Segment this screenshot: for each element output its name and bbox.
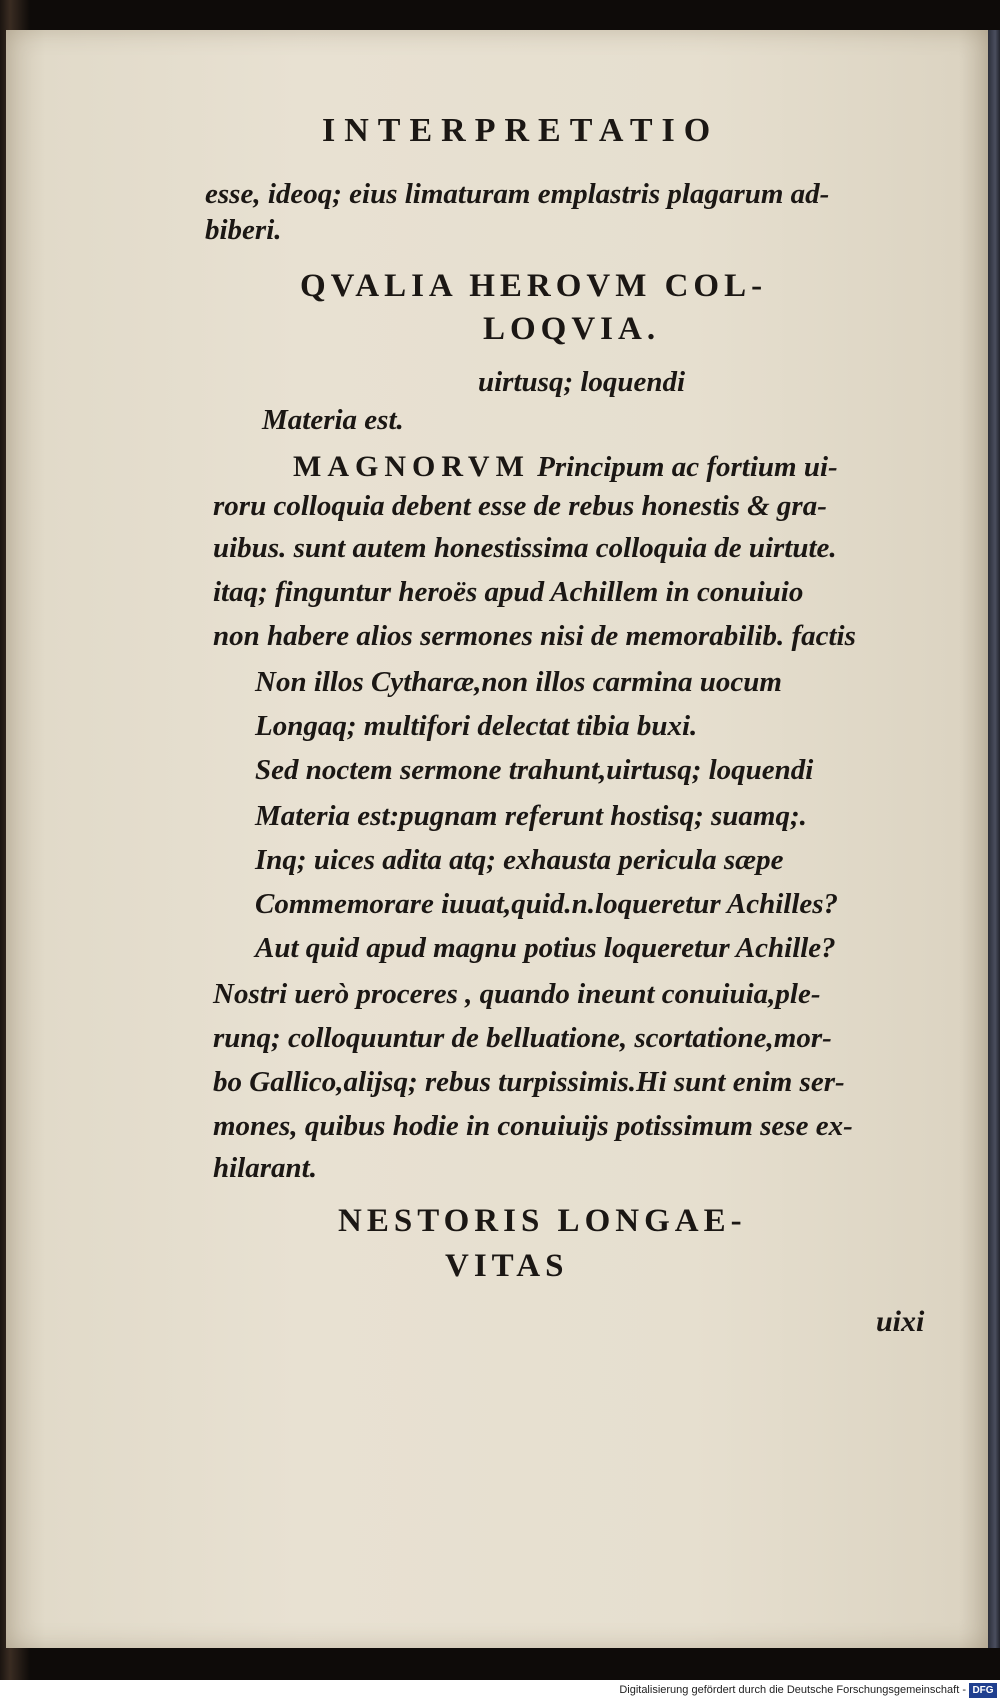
verse-line: Aut quid apud magnu potius loqueretur Achille? (255, 932, 836, 964)
verse-line: Commemorare iuuat,quid.n.loqueretur Achilles? (255, 888, 839, 920)
text-line: roru colloquia debent esse de rebus honestis & gra- (213, 490, 827, 522)
section-heading-continued: VITAS (445, 1248, 569, 1284)
text-line: mones, quibus hodie in conuiuijs potissimum sese ex- (213, 1110, 853, 1142)
text-line: runq; colloquuntur de belluatione, scortatione,mor- (213, 1022, 832, 1054)
verse-line: Longaq; multifori delectat tibia buxi. (255, 710, 698, 742)
text-line: MAGNORVM Principum ac fortium ui- (293, 450, 838, 483)
text-line: non habere alios sermones nisi de memorabilib. factis (213, 620, 856, 652)
text-line: esse, ideoq; eius limaturam emplastris plagarum ad- (205, 178, 830, 210)
section-heading: NESTORIS LONGAE- (338, 1203, 747, 1239)
verse-line: Sed noctem sermone trahunt,uirtusq; loquendi (255, 754, 814, 786)
footer-credit: Digitalisierung gefördert durch die Deutsche Forschungsgemeinschaft - (619, 1684, 966, 1696)
text-line: uirtusq; loquendi (478, 366, 686, 398)
text-line: Nostri uerò proceres , quando ineunt conuiuia,ple- (213, 978, 821, 1010)
verse-line: Non illos Cytharæ,non illos carmina uocum (255, 666, 782, 698)
text-line: hilarant. (213, 1152, 317, 1184)
section-heading-continued: LOQVIA. (483, 311, 661, 347)
catchword: uixi (876, 1305, 925, 1338)
page-edge (988, 30, 1000, 1648)
section-heading: QVALIA HEROVM COL- (300, 268, 768, 304)
text-line: uibus. sunt autem honestissima colloquia de uirtute. (213, 532, 837, 564)
verse-line: Inq; uices adita atq; exhausta pericula sæpe (255, 844, 784, 876)
text-line: Materia est. (262, 404, 404, 436)
text-line: biberi. (205, 214, 282, 246)
running-head: INTERPRETATIO (322, 112, 720, 149)
initial-caps-lead: MAGNORVM (293, 450, 530, 483)
text-line: bo Gallico,alijsq; rebus turpissimis.Hi sunt enim ser- (213, 1066, 845, 1098)
dfg-logo: DFG (969, 1683, 997, 1698)
text-line: itaq; finguntur heroës apud Achillem in conuiuio (213, 576, 804, 608)
verse-line: Materia est:pugnam referunt hostisq; suamq;. (255, 800, 807, 832)
